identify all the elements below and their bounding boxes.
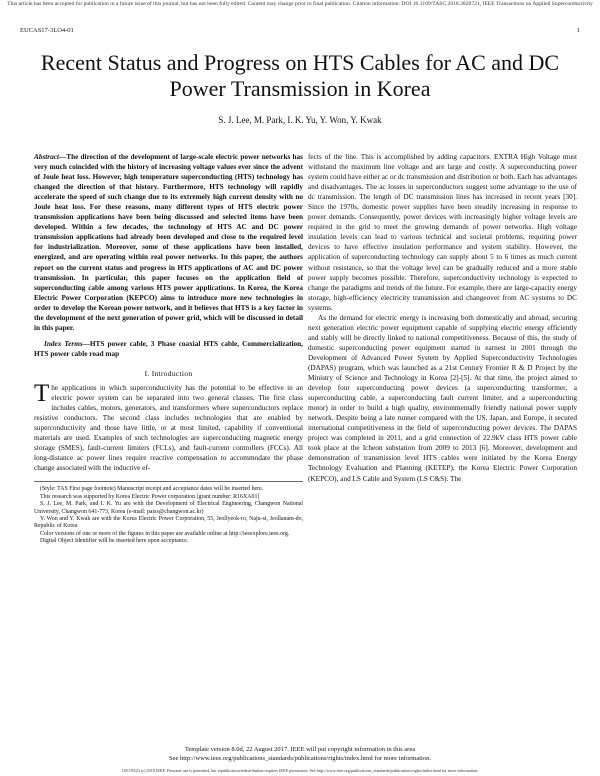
footnote: Y. Won and Y. Kwak are with the Korea Electric Power Corporation, 55, Jeollyeok-ro, Naju-si, Jeollanam-do, Republic of Korea: [34, 516, 303, 530]
footnote: (Style: TAS First page footnote) Manuscript receipt and acceptance dates will be inserted here.: [40, 486, 264, 493]
footnote: Color versions of one or more of the figures in this paper are available online at http://ieeexplore.ieee.org.: [40, 530, 290, 537]
author-list: S. J. Lee, M. Park, I. K. Yu, Y. Won, Y. Kwak: [218, 115, 382, 125]
body-paragraph: fects of the line. This is accomplished by adding capacitors. EXTRA High Voltage must withstand the maximum line voltage and are large and costly. A superconducting power system could have either ac or dc transmission and distribution or both. Each has advantages and disadvantages. The ac losses in superconductors suggest some advantage to the use of dc transmission. The length of DC transmission lines has increased in recent years [30]. Since the 1970s, domestic power supplies have been steadily increasing in response to power demands. Consequently, power devices with increasingly higher voltage levels are required in the grid to meet the growing demands of power networks. High voltage insulation levels can lead to various technical and societal problems, requiring power devices to have effective insulation performance and system stability. However, the application of superconducting technology can supply about 5 to 6 times as much current without resistance, so that the voltage level can be gradually reduced and a more stable power supply becomes possible. Therefore, superconductivity technology is expected to change the paradigms and trends of the future. For example, there are large-capacity energy storage, high-efficiency electricity transmission and changeover from AC systems to DC systems.: [308, 153, 577, 312]
introduction-text: he applications in which superconductivity has the potential to be effective in an electric power system can be separated into two general classes. The first class includes cables, motors, generators, and transformers where superconductors replace resistive conductors. The second class includes technologies that are enabled by superconductivity and those have little, or at most limited, capability if conventional materials are used. Examples of such technologies are superconducting magnetic energy storage (SMES), fault-current limiters (FCLs), and fault-current controllers (FCCs). All long-distance ac power lines require reactive compensation to accommodate the phase change associated with the inductive ef-: [34, 383, 303, 473]
template-notice: [0, 746, 600, 763]
body-paragraph: As the demand for electric energy is increasing both domestically and abroad, securing next generation electric power equipment capable of supplying electric energy efficiently and stably will be directly linked to national competitiveness. Because of this, the study of domestic superconducting power equipment started in earnest in 2001 through the Development of Advanced Power System by Applied Superconductivity Technologies (DAPAS) program, which was launched as a 21st Century Frontier R & D Project by the Ministry of Science and Technology in Korea [2]-[5]. At that time, the project aimed to develop four superconducting power devices (a superconducting transformer, a superconducting cable, a superconducting fault current limiter, and a superconducting motor) in order to build a high quality, environmentally friendly national power supply network. Despite being a late runner compared with the US, Japan, and Europe, it secured international competitiveness in the field of superconducting power devices. The DAPAS project was completed in 2011, and a grid connection of 22.9kV class HTS power cable took place at the Icheon substation from 2009 to 2013 [6]. Moreover, development and demonstration of transmission level HTS cables were initiated by the Korea Energy Technology Evaluation and Planning (KETEP), the Korea Electric Power Corporation (KEPCO), and LS Cable and System (LS C&S). The: [308, 313, 577, 483]
rights-link[interactable]: See http://www.ieee.org/publications_standards/publications/rights/index.html for more information.: [169, 754, 431, 762]
paper-code: EUCAS17-3LO4-01: [20, 27, 74, 34]
page-number: 1: [576, 27, 580, 34]
copyright-footer: 1051-8223 (c) 2018 IEEE. Personal use is permitted, but republication/redistribution requires IEEE permission. See http://www.ieee.org/publications_standards/publications/rights/index.html for more information.: [121, 768, 479, 773]
template-version: Template version 8.0d, 22 August 2017. IEEE will put copyright information in this area: [184, 746, 416, 753]
left-column: [34, 152, 303, 546]
index-terms-label: Index Terms: [44, 339, 83, 348]
footnote: S. J. Lee, M. Park, and I. K. Yu are with the Development of Electrical Engineering, Changwon National University, Changwon 641-773, Korea (e-mail: paiss@changwon.ac.kr): [34, 501, 303, 515]
footnote: This research was supported by Korea Electric Power corporation [grant number: R16XA01]: [40, 493, 260, 500]
footnote: Digital Object Identifier will be inserted here upon acceptance.: [40, 538, 189, 545]
abstract-text: The direction of the development of large-scale electric power networks has very much coincided with the history of increasing voltage values ever since the advent of Joule heat loss. However, high temperature superconducting (HTS) technology has changed the direction of that history. Furthermore, HTS technology will rapidly accelerate the speed of such change due to its extremely high current density with no Joule heat loss. For these reasons, many different types of HTS electric power transmission applications have been being discussed and selected items have been developed. Within a few decades, the technology of HTS AC and DC power transmission applications had already been developed and close to the required level for industrialization. Moreover, some of these applications have been installed, energized, and are operating within real power networks. In this paper, the authors report on the current status and progress in HTS applications of AC and DC power transmission. In particular, this paper focuses on the application field of superconducting cable among various HTS power applications. In Korea, the Korea Electric Power Corporation (KEPCO) aims to introduce more new technologies in order to develop the Korean power network, and it believes that HTS is a key factor in the development of the next generation of power grid, which will be discussed in detail in this paper.: [34, 153, 303, 332]
abstract-label: Abstract: [34, 153, 59, 161]
section-heading-introduction: I. Introduction: [144, 368, 193, 378]
index-terms-text: HTS power cable, 3 Phase coaxial HTS cable, Commercialization, HTS power cable road map: [34, 339, 303, 358]
introduction-paragraph: [34, 379, 303, 473]
footnotes: [34, 481, 303, 545]
journal-acceptance-note: This article has been accepted for publication in a future issue of this journal, but has not been fully edited. Content may change prior to final publication. Citation information: DOI 10.1109/TASC.2018.2820721, IEEE Transactions on Applied Superconductivity: [7, 1, 593, 7]
right-column: [308, 152, 577, 484]
index-terms: Index Terms—HTS power cable, 3 Phase coaxial HTS cable, Commercialization, HTS power cable road map: [34, 339, 303, 358]
drop-cap: T: [34, 379, 50, 407]
paper-title: Recent Status and Progress on HTS Cables for AC and DC Power Transmission in Korea: [40, 50, 560, 101]
abstract: Abstract—The direction of the development of large-scale electric power networks has very much coincided with the history of increasing voltage values ever since the advent of Joule heat loss. However, high temperature superconducting (HTS) technology has changed the direction of that history. Furthermore, HTS technology will rapidly accelerate the speed of such change due to its extremely high current density with no Joule heat loss. For these reasons, many different types of HTS electric power transmission applications have been being discussed and selected items have been developed. Within a few decades, the technology of HTS AC and DC power transmission applications had already been developed and close to the required level for industrialization. Moreover, some of these applications have been installed, energized, and are operating within real power networks. In this paper, the authors report on the current status and progress in HTS applications of AC and DC power transmission. In particular, this paper focuses on the application field of superconducting cable among various HTS power applications. In Korea, the Korea Electric Power Corporation (KEPCO) aims to introduce more new technologies in order to develop the Korean power network, and it believes that HTS is a key factor in the development of the next generation of power grid, which will be discussed in detail in this paper.: [34, 153, 303, 332]
